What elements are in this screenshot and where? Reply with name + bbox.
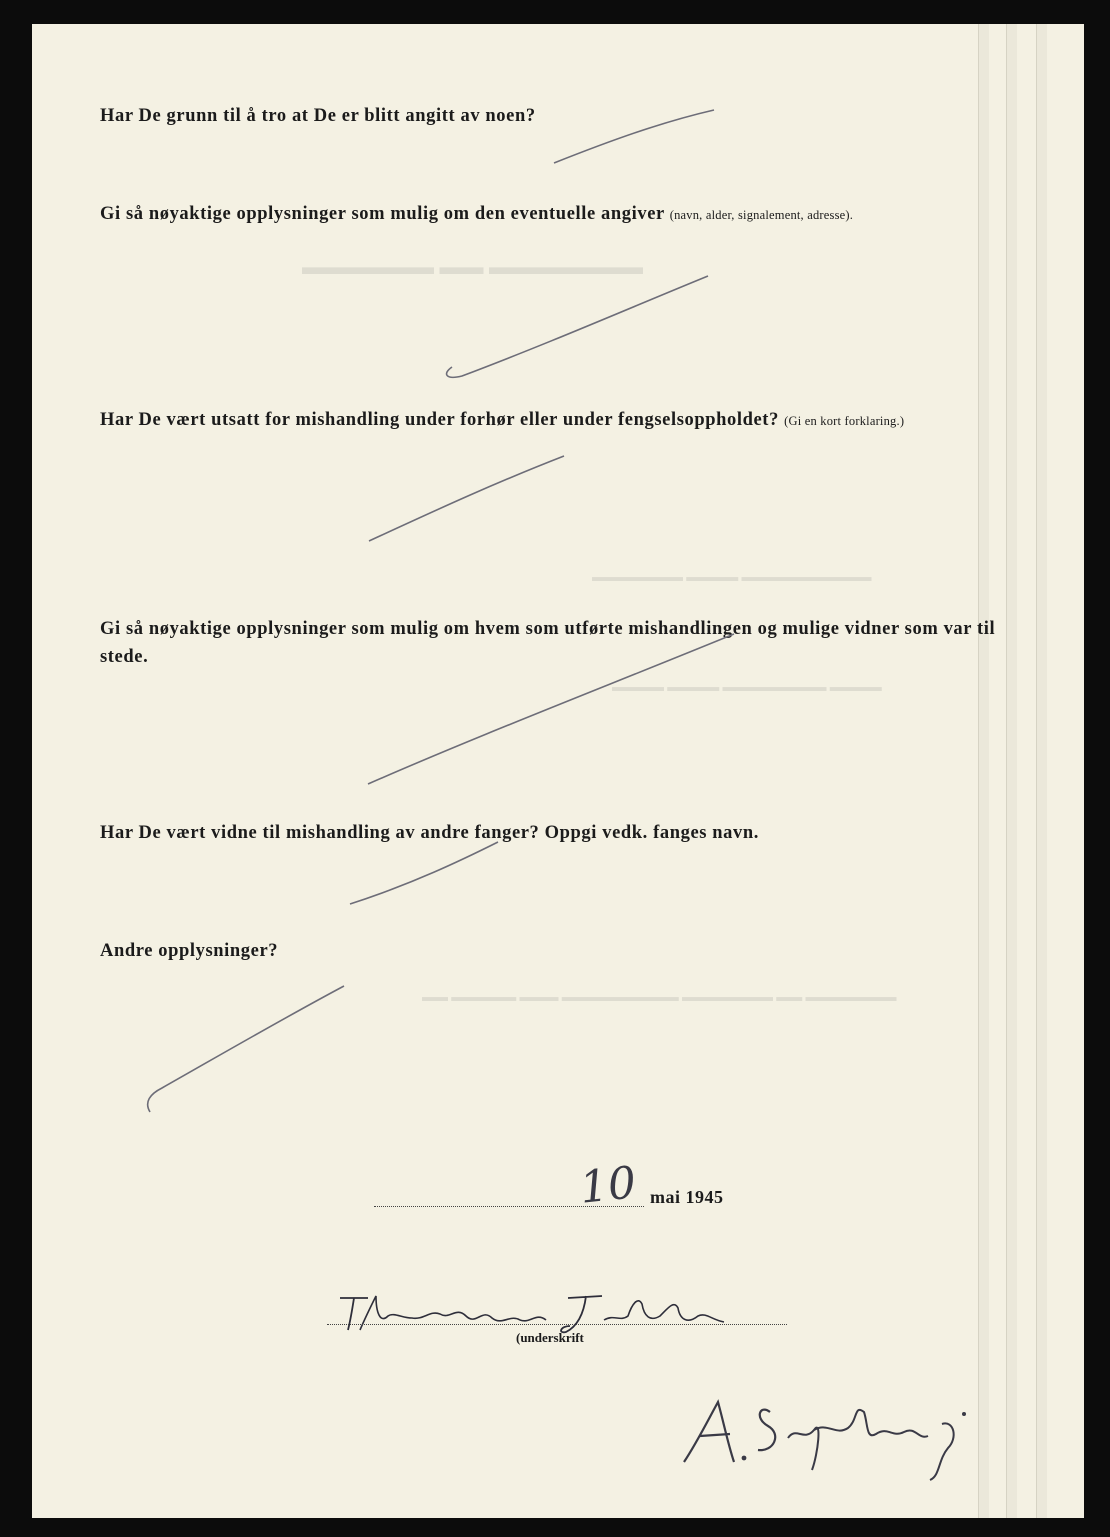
strike-line: [368, 634, 734, 784]
question-perpetrators: Gi så nøyaktige opplysninger som mulig om hvem som utførte mishandlingen og mulige vidner som var til stede.: [100, 619, 996, 667]
bleed-through-text: ▬▬▬▬▬▬▬ ▬▬▬▬ ▬▬▬▬▬▬▬▬▬▬: [592, 569, 872, 584]
countersignature: [672, 1384, 992, 1484]
question-informer-details-text: Gi så nøyaktige opplysninger som mulig om den eventuelle angiver: [100, 204, 665, 224]
applicant-signature: [332, 1286, 732, 1336]
strike-line: [447, 276, 708, 377]
strike-line: [148, 986, 344, 1112]
date-month-year: mai 1945: [650, 1187, 724, 1207]
question-other: Andre opplysninger?: [100, 941, 279, 961]
question-mistreatment-text: Har De vært utsatt for mishandling under forhør eller under fengselsoppholdet?: [100, 410, 779, 430]
bleed-through-text: ▬▬▬▬▬▬ ▬▬ ▬▬▬▬▬▬▬: [302, 254, 643, 279]
date-day: 10: [577, 1157, 639, 1214]
question-informed: Har De grunn til å tro at De er blitt angitt av noen?: [100, 106, 536, 126]
question-mistreatment-note: (Gi en kort forklaring.): [784, 414, 905, 428]
form-page: [32, 24, 1084, 1518]
bleed-through-text: ▬▬ ▬▬▬▬▬ ▬▬▬ ▬▬▬▬▬▬▬▬▬ ▬▬▬▬▬▬▬ ▬▬ ▬▬▬▬▬▬▬: [422, 989, 897, 1004]
strike-line: [350, 842, 498, 904]
strike-line: [554, 110, 714, 163]
strike-line: [369, 456, 564, 541]
question-witness: Har De vært vidne til mishandling av andre fanger? Oppgi vedk. fanges navn.: [100, 823, 759, 843]
signature-line: [327, 1324, 787, 1325]
question-informer-details-note: (navn, alder, signalement, adresse).: [669, 208, 854, 222]
signature-label: (underskrift: [516, 1330, 584, 1345]
bleed-through-text: ▬▬▬▬ ▬▬▬▬ ▬▬▬▬▬▬▬▬ ▬▬▬▬: [612, 679, 882, 694]
